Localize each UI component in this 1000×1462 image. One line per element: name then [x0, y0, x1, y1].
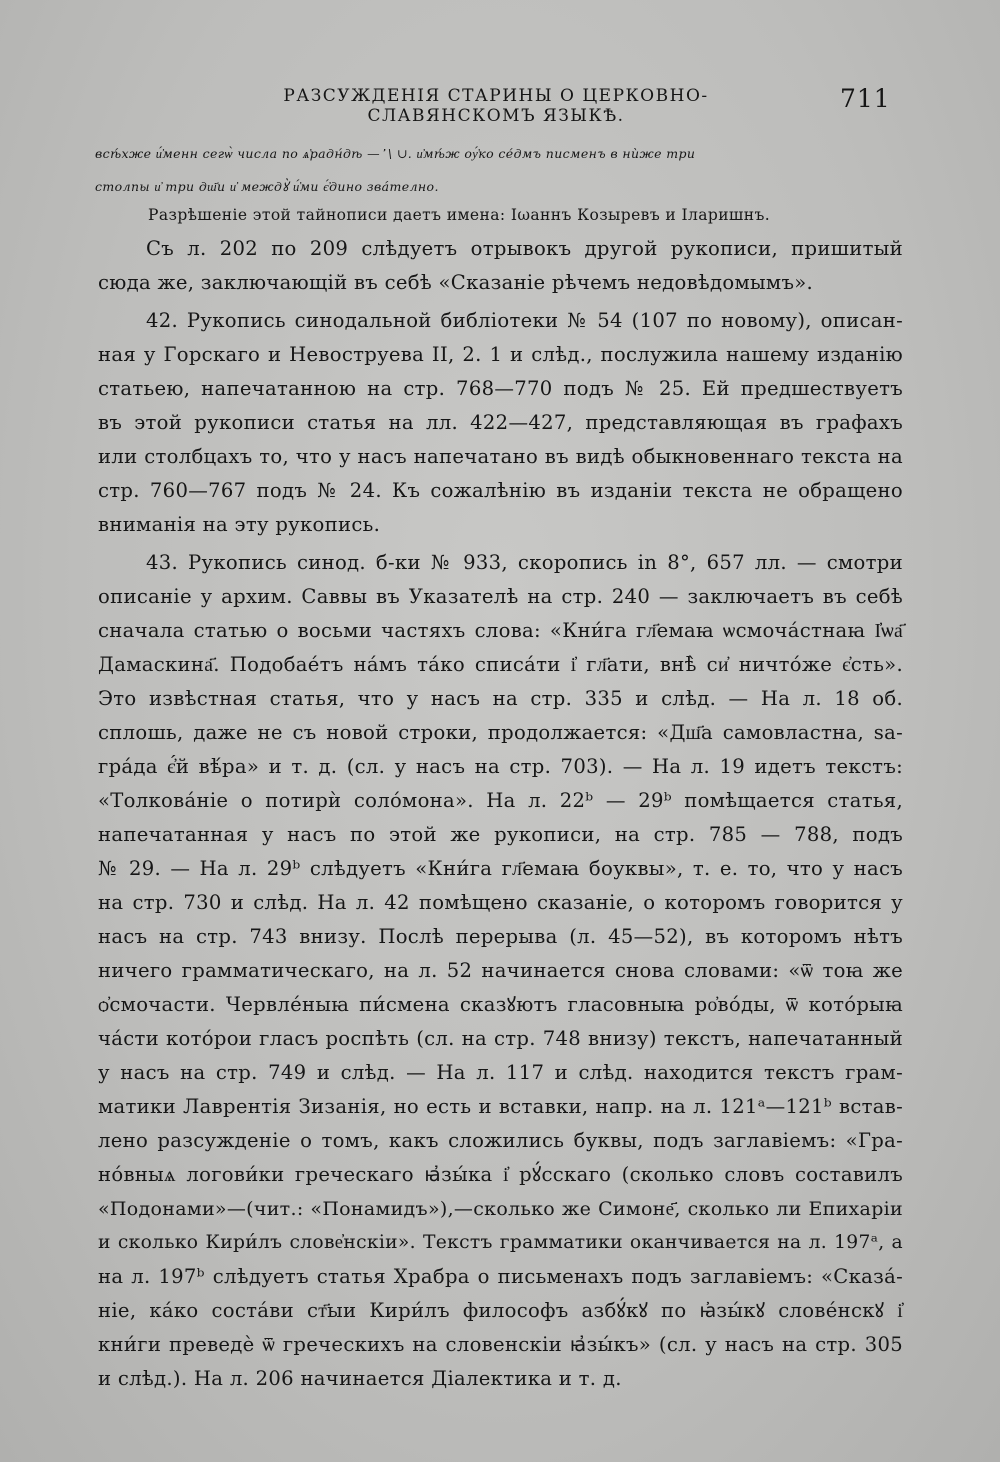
text-line: вниманія на эту рукопись.	[98, 513, 381, 536]
text-line: 43. Рукопись синод. б-ки № 933, скоропись in 8°, 657 лл. — смотри	[146, 551, 903, 574]
text-line: Съ л. 202 по 209 слѣдуетъ отрывокъ другой рукописи, пришитый	[146, 237, 903, 260]
text-line: напечатанная у насъ по этой же рукописи, на стр. 785 — 788, подъ	[98, 823, 903, 846]
text-line: описаніе у архим. Саввы въ Указателѣ на стр. 240 — заключаетъ въ себѣ	[98, 585, 903, 608]
text-line: ніе, ка́ко состáви ст҃ыи Кири́лъ философъ азбꙋ́кꙋ по ꙗ҆зы́кꙋ словéнскꙋ і҆	[98, 1299, 903, 1322]
text-line: сюда же, заключающій въ себѣ «Сказаніе рѣчемъ недовѣдомымъ».	[98, 271, 814, 294]
paragraph-43	[98, 546, 903, 1396]
text-line: на л. 197ᵇ слѣдуетъ статья Храбра о письменахъ подъ заглавіемъ: «Сказа́-	[98, 1265, 903, 1288]
text-line: на стр. 730 и слѣд. На л. 42 помѣщено сказаніе, о которомъ говорится у	[98, 891, 903, 914]
text-line: «Подонами»—(чит.: «Понамидъ»),—сколько же Симоне҃, сколько ли Епихаріи	[98, 1198, 903, 1220]
text-line: сначала статью о восьми частяхъ слова: «Кни́га гл҃емаꙗ ѡсмоча́стнаꙗ І҆ѡа҃	[98, 619, 903, 642]
text-line: у насъ на стр. 749 и слѣд. — На л. 117 и слѣд. находится текстъ грам-	[98, 1061, 903, 1084]
paragraph-42	[98, 304, 903, 542]
text-line: но́вныѧ логови́ки греческаго ꙗ҆зы́ка і҆ рꙋ́сскаго (сколько словъ составилъ	[98, 1163, 903, 1186]
text-line: Дамаскина҃. Подобае́тъ на́мъ та́ко списа́ти і҆ гл҃ати, внѣ̀ си҆ ничто́же є҆сть».	[98, 653, 903, 676]
text-line: 42. Рукопись синодальной библіотеки № 54 (107 по новому), описан-	[146, 309, 903, 332]
text-line: кни́ги преведѐ ѿ греческихъ на словенскіи ꙗ҆зы́къ» (сл. у насъ на стр. 305	[98, 1333, 903, 1356]
text-line: или столбцахъ то, что у насъ напечатано въ видѣ обыкновеннаго текста на	[98, 445, 903, 468]
text-line: въ этой рукописи статья на лл. 422—427, представляющая въ графахъ	[98, 411, 903, 434]
text-line: ча́сти кото́рои гласъ роспѣть (сл. на стр. 748 внизу) текстъ, напечатанный	[98, 1027, 903, 1050]
text-line: ѻ҆смочасти. Червле́ныꙗ пи́смена сказꙋютъ гласовныꙗ ро҆во́ды, ѿ кото́рыꙗ	[98, 993, 903, 1016]
page-number: 711	[840, 84, 891, 113]
text-line: лено разсужденіе о томъ, какъ сложились буквы, подъ заглавіемъ: «Гра-	[98, 1129, 903, 1152]
text-line: стр. 760—767 подъ № 24. Къ сожалѣнію въ изданіи текста не обращено	[98, 479, 903, 502]
text-line: № 29. — На л. 29ᵇ слѣдуетъ «Кни́га гл҃емаꙗ боуквы», т. е. то, что у насъ	[98, 857, 903, 880]
text-line: гра́да є҆́й вѣ́ра» и т. д. (сл. у насъ на стр. 703). — На л. 19 идетъ текстъ:	[98, 755, 903, 778]
cipher-resolution: Разрѣшеніе этой тайнописи даетъ имена: Іωаннъ Козыревъ и Іларишнъ.	[148, 206, 771, 224]
text-line: ная у Горскаго и Невоструева II, 2. 1 и слѣд., послужила нашему изданію	[98, 343, 903, 366]
paragraph-41-continuation	[98, 232, 903, 300]
text-line: «Толкова́ніе о потирѝ соло́мона». На л. 22ᵇ — 29ᵇ помѣщается статья,	[98, 789, 903, 812]
body-text	[98, 232, 903, 1396]
running-header: РАЗСУЖДЕНІЯ СТАРИНЫ О ЦЕРКОВНО-СЛАВЯНСКОМЪ ЯЗЫКѢ.	[283, 86, 709, 126]
text-line: матики Лаврентія Зизанія, но есть и вставки, напр. на л. 121ᵃ—121ᵇ встав-	[98, 1095, 903, 1118]
text-line: статьею, напечатанною на стр. 768—770 подъ № 25. Ей предшествуетъ	[98, 377, 903, 400]
text-line: ничего грамматическаго, на л. 52 начинается снова словами: «ѿ тоꙗ же	[98, 959, 903, 982]
text-line: и слѣд.). На л. 206 начинается Діалектика и т. д.	[98, 1367, 622, 1390]
text-line: насъ на стр. 743 внизу. Послѣ перерыва (л. 45—52), въ которомъ нѣтъ	[98, 925, 903, 948]
text-line: Это извѣстная статья, что у насъ на стр. 335 и слѣд. — На л. 18 об.	[98, 687, 903, 710]
cipher-line-2: столпы и҆ три дш҃и и҆ междꙋ̀ и҆́ми є҆́дино звáтелно.	[95, 179, 439, 194]
text-line: сплошь, даже не съ новой строки, продолжается: «Дш҃а самовластна, ѕа-	[98, 721, 903, 744]
text-line: и сколько Кири́лъ слове҆нскіи». Текстъ грамматики оканчивается на л. 197ᵃ, а	[98, 1232, 903, 1253]
cipher-line-1: всѣ́хже и҆́менн сегѡ̀ числа по ѧ҆радн́дѣ — ҆҆҆ \ ∪. и҆мѣ́ж оу҆́ко се́дмъ писменъ в нѝже три	[95, 146, 696, 161]
